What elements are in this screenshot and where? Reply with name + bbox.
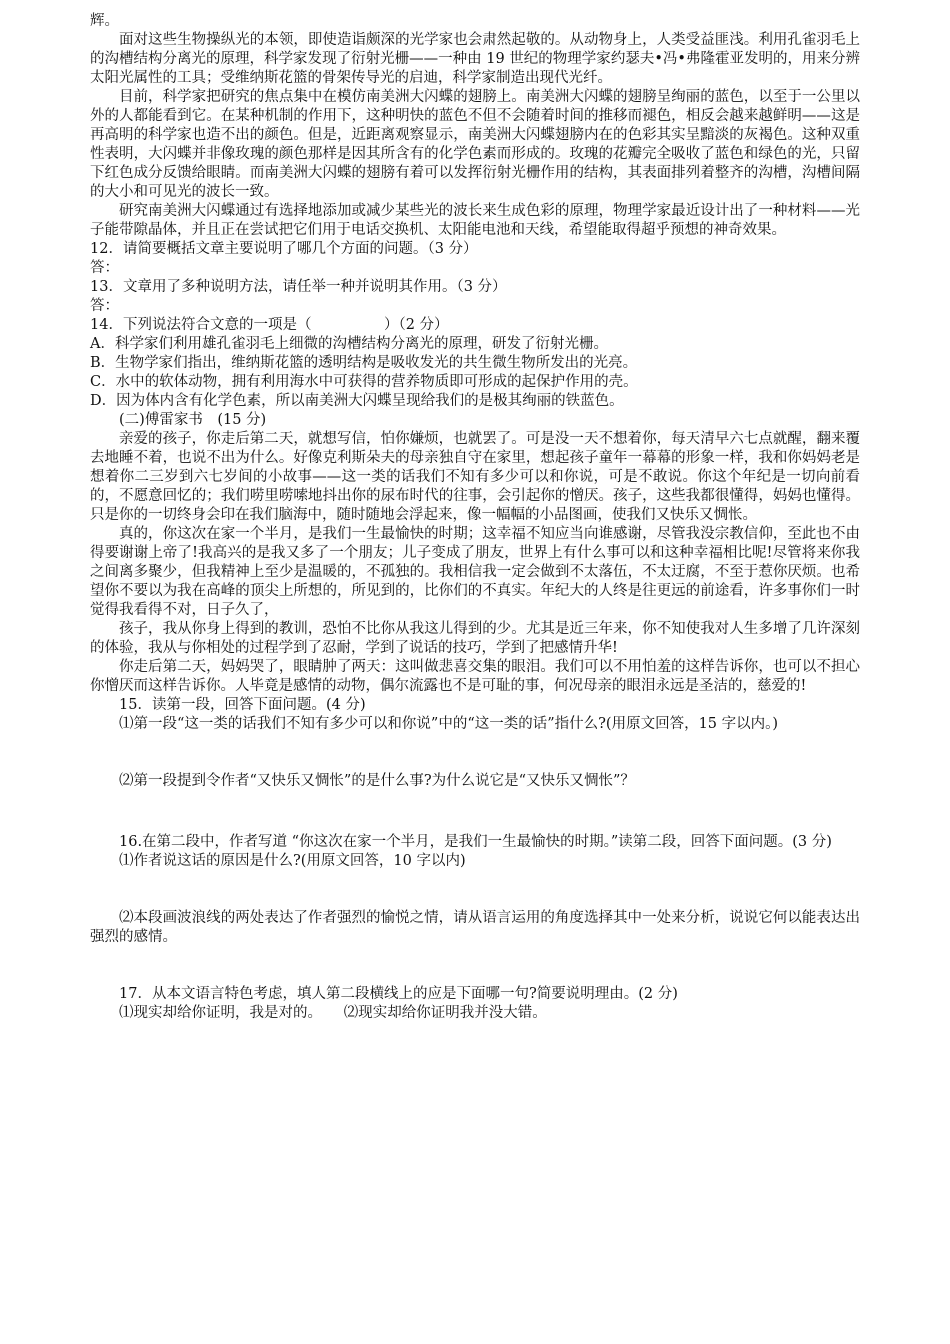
passage2-paragraph: 孩子，我从你身上得到的教训，恐怕不比你从我这儿得到的少。尤其是近三年来，你不知使我对人生多增了几许深刻的体验，我从与你相处的过程学到了忍耐，学到了说话的技巧，学到了把感情升华! — [90, 621, 860, 656]
section-heading: (二)傅雷家书 (15 分) — [119, 412, 267, 428]
answer-label: 答： — [90, 298, 119, 314]
option-b: B．生物学家们指出，维纳斯花篮的透明结构是吸收发光的共生微生物所发出的光亮。 — [90, 355, 638, 371]
answer-space — [90, 871, 860, 909]
option-c: C．水中的软体动物，拥有利用海水中可获得的营养物质即可形成的起保护作用的壳。 — [90, 374, 638, 390]
question-15-2: ⑵第一段提到令作者“又快乐又惆怅”的是什么事?为什么说它是“又快乐又惆怅”？ — [119, 773, 635, 789]
passage2-paragraph: 真的，你这次在家一个半月，是我们一生最愉快的时期；这幸福不知应当向谁感谢，尽管我没宗教信仰，至此也不由得要谢谢上帝了!我高兴的是我又多了一个朋友；儿子变成了朋友，世界上有什么事可以和这种幸福相比呢!尽管将来你我之间离多聚少，但我精神上至少是温暖的，不孤独的。我相信我一定会做到不太落伍，不太迂腐，不至于惹你厌烦。也希望你不要以为我在高峰的顶尖上所想的，所见到的，比你们的不真实。年纪大的人终是往更远的前途看，许多事你们一时觉得我看得不对，日子久了， — [90, 526, 860, 618]
question-14: 14．下列说法符合文意的一项是（ ）（2 分） — [90, 317, 449, 333]
question-16: 16.在第二段中，作者写道 “你这次在家一个半月，是我们一生最愉快的时期。”读第二段，回答下面问题。(3 分) — [119, 834, 832, 850]
question-15: 15．读第一段，回答下面问题。(4 分) — [119, 697, 366, 713]
passage1-paragraph: 研究南美洲大闪蝶通过有选择地添加或减少某些光的波长来生成色彩的原理，物理学家最近设计出了一种材料——光子能带隙晶体，并且正在尝试把它们用于电话交换机、太阳能电池和天线，希望能取得超乎预想的神奇效果。 — [90, 203, 860, 238]
question-13: 13．文章用了多种说明方法，请任举一种并说明其作用。（3 分） — [90, 279, 507, 295]
option-a: A．科学家们利用雄孔雀羽毛上细微的沟槽结构分离光的原理，研发了衍射光栅。 — [90, 336, 608, 352]
passage1-continuation: 辉。 — [90, 13, 119, 29]
passage1-paragraph: 面对这些生物操纵光的本领，即使造诣颇深的光学家也会肃然起敬的。从动物身上，人类受益匪浅。利用孔雀羽毛上的沟槽结构分离光的原理，科学家发现了衍射光栅——一种由 19 世纪的物理学家约瑟夫•冯•弗隆霍亚发明的，用来分辨太阳光属性的工具；受维纳斯花篮的骨架传导光的启迪，科学家制造出现代光纤。 — [90, 32, 860, 86]
question-17: 17．从本文语言特色考虑，填人第二段横线上的应是下面哪一句?简要说明理由。(2 分) — [119, 986, 678, 1002]
answer-space — [90, 947, 860, 985]
passage1-paragraph: 目前，科学家把研究的焦点集中在模仿南美洲大闪蝶的翅膀上。南美洲大闪蝶的翅膀呈绚丽的蓝色，以至于一公里以外的人都能看到它。在某种机制的作用下，这种明快的蓝色不但不会随着时间的推移而褪色，相反会越来越鲜明——这是再高明的科学家也造不出的颜色。但是，近距离观察显示，南美洲大闪蝶翅膀内在的色彩其实呈黯淡的灰褐色。这种双重性表明，大闪蝶并非像玫瑰的颜色那样是因其所含有的化学色素而形成的。玫瑰的花瓣完全吸收了蓝色和绿色的光，只留下红色成分反馈给眼睛。而南美洲大闪蝶的翅膀有着可以发挥衍射光栅作用的结构，其表面排列着整齐的沟槽，沟槽间隔的大小和可见光的波长一致。 — [90, 89, 860, 200]
question-15-1: ⑴第一段“这一类的话我们不知有多少可以和你说”中的“这一类的话”指什么?(用原文回答，15 字以内。) — [119, 716, 779, 732]
answer-space — [90, 791, 860, 833]
passage2-paragraph: 你走后第二天，妈妈哭了，眼睛肿了两天：这叫做悲喜交集的眼泪。我们可以不用怕羞的这样告诉你，也可以不担心你憎厌而这样告诉你。人毕竟是感情的动物，偶尔流露也不是可耻的事，何况母亲的眼泪永远是圣洁的，慈爱的! — [90, 659, 860, 694]
option-d: D．因为体内含有化学色素，所以南美洲大闪蝶呈现给我们的是极其绚丽的铁蓝色。 — [90, 393, 624, 409]
question-12: 12．请简要概括文章主要说明了哪几个方面的问题。（3 分） — [90, 241, 478, 257]
answer-label: 答： — [90, 260, 119, 276]
question-16-1: ⑴作者说这话的原因是什么?(用原文回答，10 字以内) — [119, 853, 466, 869]
question-16-2: ⑵本段画波浪线的两处表达了作者强烈的愉悦之情，请从语言运用的角度选择其中一处来分析，说说它何以能表达出强烈的感情。 — [90, 910, 860, 945]
question-17-options: ⑴现实却给你证明，我是对的。 ⑵现实却给你证明我并没大错。 — [119, 1005, 547, 1021]
passage2-paragraph: 亲爱的孩子，你走后第二天，就想写信，怕你嫌烦，也就罢了。可是没一天不想着你，每天清早六七点就醒，翻来覆去地睡不着，也说不出为什么。好像克利斯朵夫的母亲独自守在家里，想起孩子童年一幕幕的形象一样，我和你妈妈老是想着你二三岁到六七岁间的小故事——这一类的话我们不知有多少可以和你说，可是不敢说。你这个年纪是一切向前看的，不愿意回忆的；我们唠里唠嗦地抖出你的尿布时代的往事，会引起你的憎厌。孩子，这些我都很懂得，妈妈也懂得。只是你的一切终身会印在我们脑海中，随时随地会浮起来，像一幅幅的小品图画，使我们又快乐又惆怅。 — [90, 431, 860, 523]
answer-space — [90, 734, 860, 772]
